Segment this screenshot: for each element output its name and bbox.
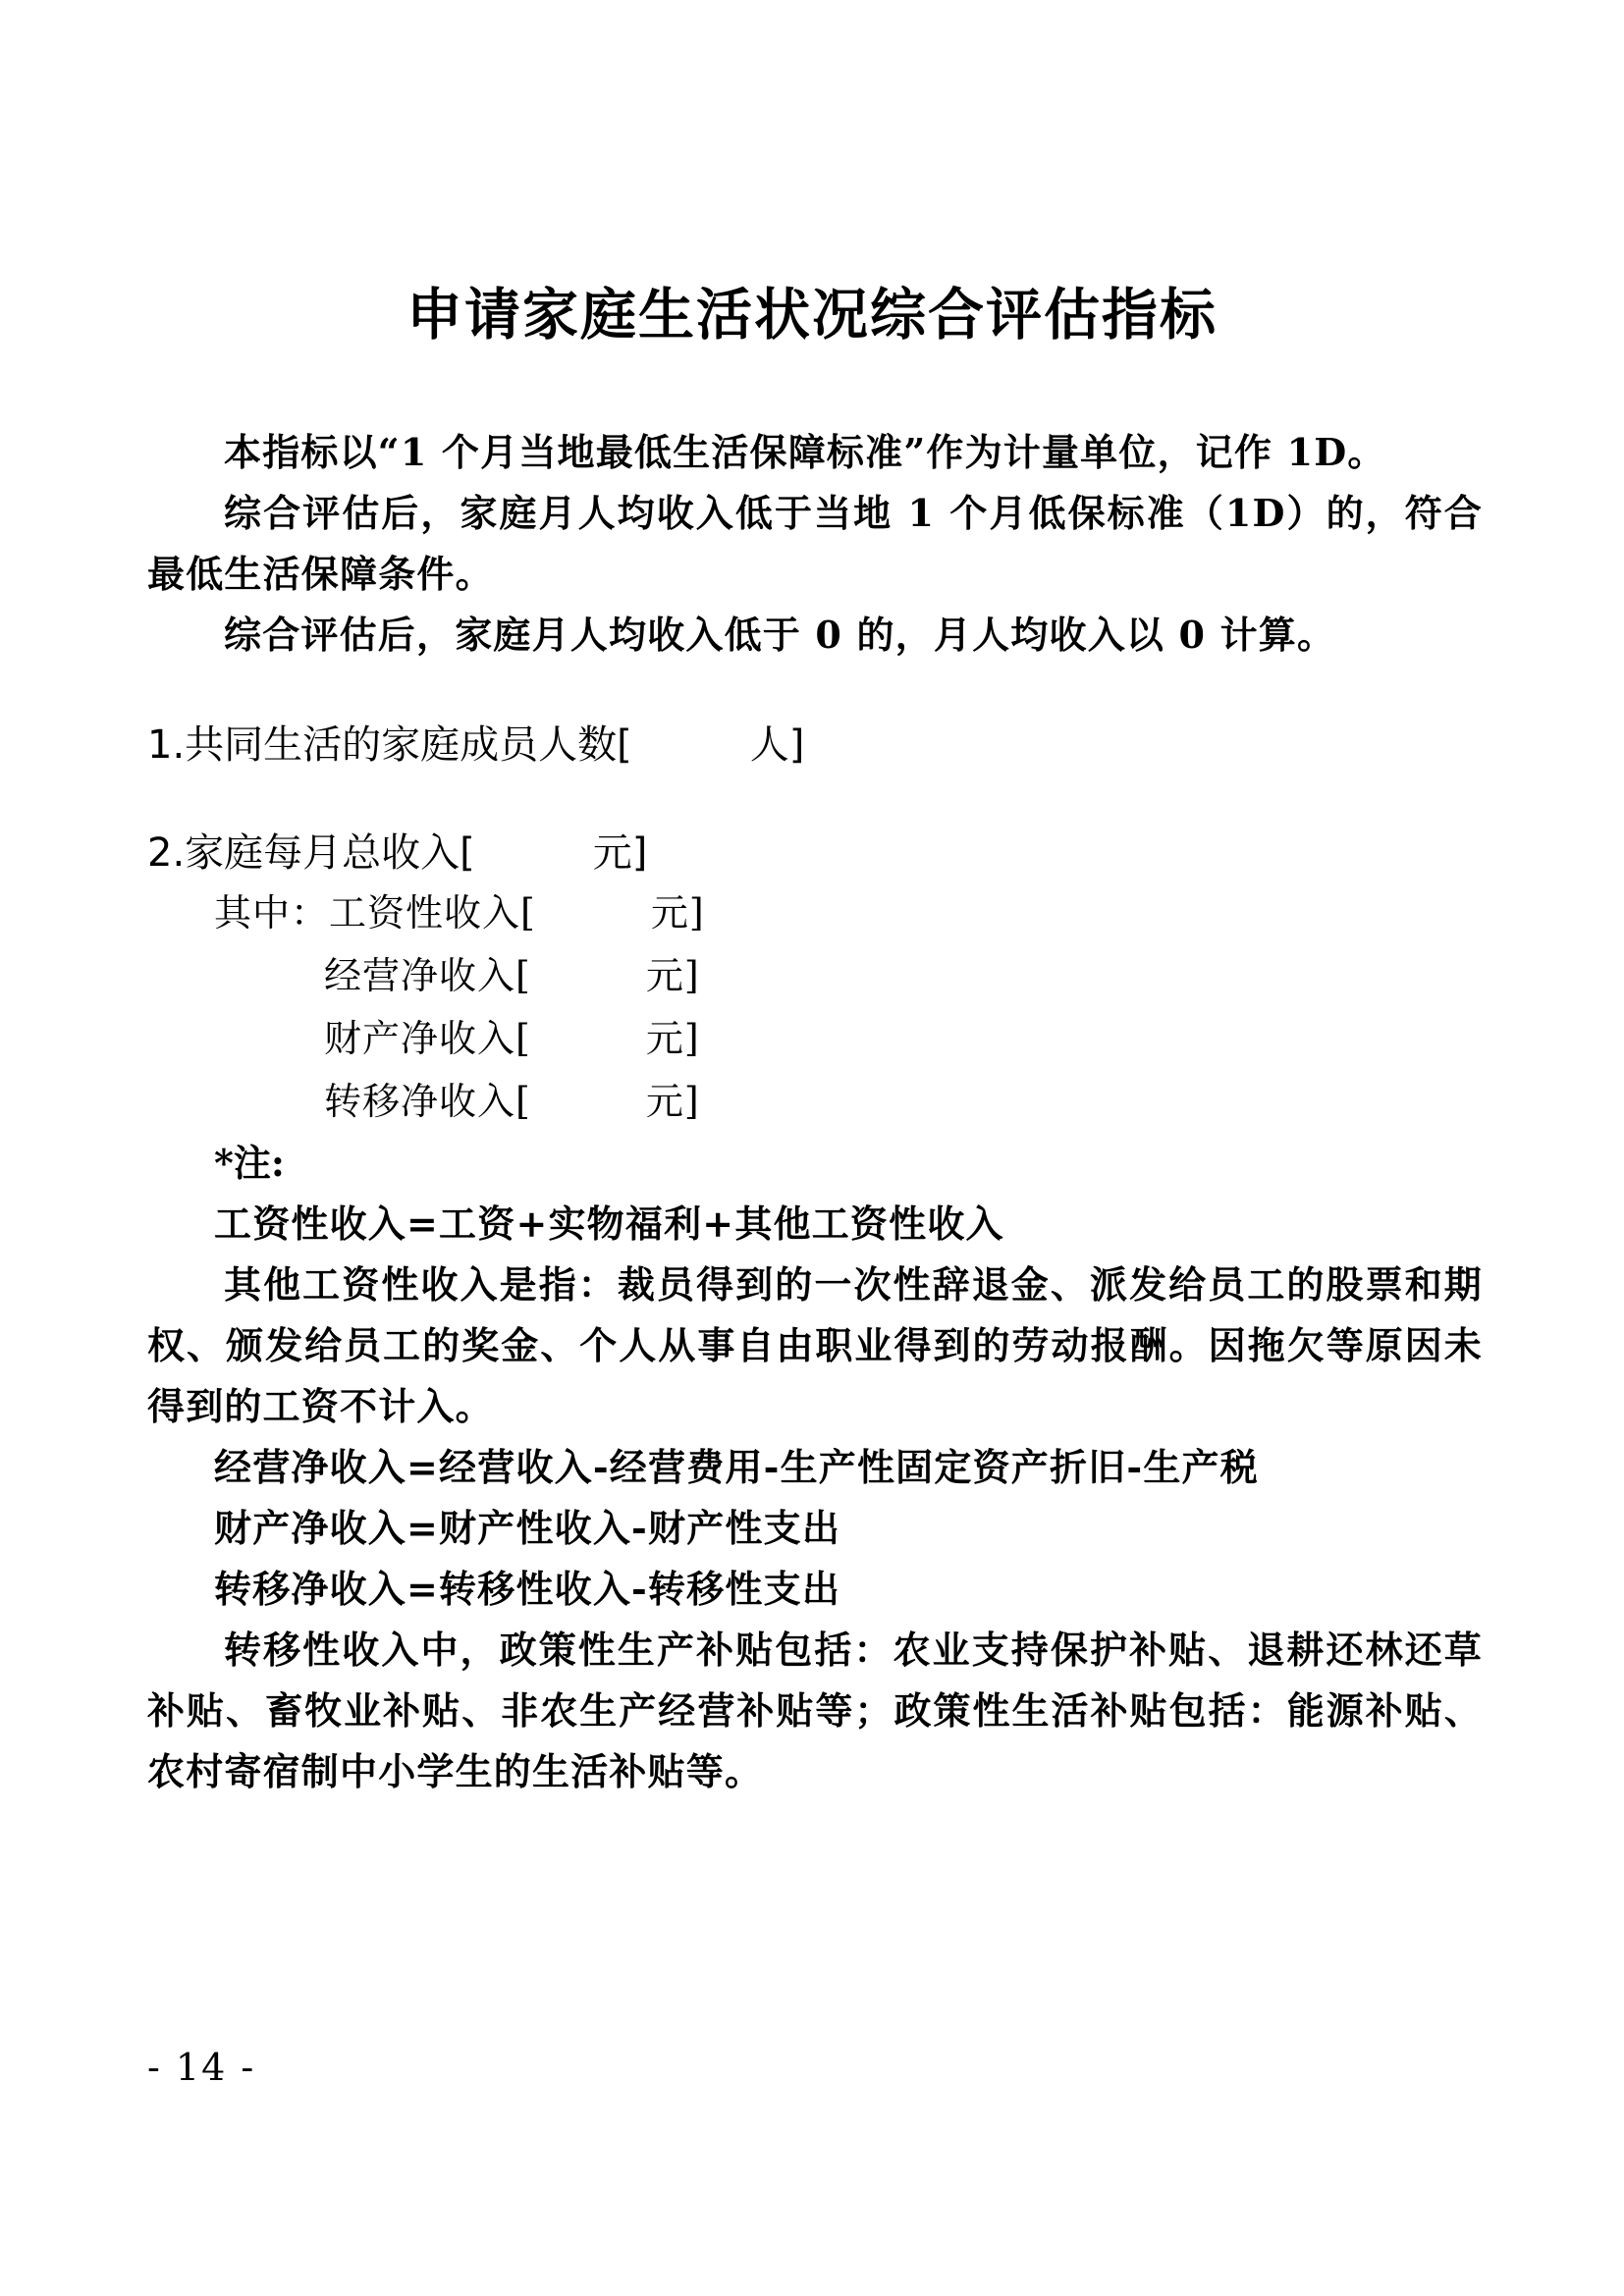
note-line-property-formula: 财产净收入=财产性收入-财产性支出 (214, 1506, 841, 1550)
note-line-business-formula: 经营净收入=经营收入-经营费用-生产性固定资产折旧-生产税 (214, 1445, 1259, 1489)
spacer (147, 774, 1483, 825)
section-heading-2: 2.家庭每月总收入[ 元] (147, 830, 648, 876)
note-line-wage-formula: 工资性收入=工资+实物福利+其他工资性收入 (214, 1201, 1004, 1246)
page-number: - 14 - (147, 2046, 256, 2089)
sub-item-property-net-income: 财产净收入[ 元] (324, 1017, 700, 1060)
intro-paragraph-3: 综合评估后，家庭月人均收入低于 0 的，月人均收入以 0 计算。 (224, 613, 1336, 657)
note-label: *注: (214, 1141, 285, 1185)
spacer (147, 666, 1483, 717)
note-line-other-wage-definition: 其他工资性收入是指：裁员得到的一次性辞退金、派发给员工的股票和期权、颁发给员工的奖金、个人从事自由职业得到的劳动报酬。因拖欠等原因未得到的工资不计入。 (147, 1262, 1483, 1428)
intro-paragraph-1: 本指标以“1 个月当地最低生活保障标准”作为计量单位，记作 1D。 (224, 430, 1386, 474)
sub-item-wage-income: 其中：工资性收入[ 元] (214, 891, 705, 934)
sub-item-transfer-net-income: 转移净收入[ 元] (324, 1080, 700, 1123)
note-line-transfer-formula: 转移净收入=转移性收入-转移性支出 (214, 1567, 841, 1611)
intro-paragraph-2: 综合评估后，家庭月人均收入低于当地 1 个月低保标准（1D）的，符合最低生活保障条件。 (147, 491, 1483, 596)
sub-item-business-net-income: 经营净收入[ 元] (324, 954, 700, 997)
note-line-transfer-subsidies: 转移性收入中，政策性生产补贴包括：农业支持保护补贴、退耕还林还草补贴、畜牧业补贴、非农生产经营补贴等；政策性生活补贴包括：能源补贴、农村寄宿制中小学生的生活补贴等。 (147, 1628, 1483, 1793)
document-body (147, 422, 1483, 1802)
page-title: 申请家庭生活状况综合评估指标 (406, 283, 1218, 348)
section-heading-1: 1.共同生活的家庭成员人数[ 人] (147, 722, 805, 768)
